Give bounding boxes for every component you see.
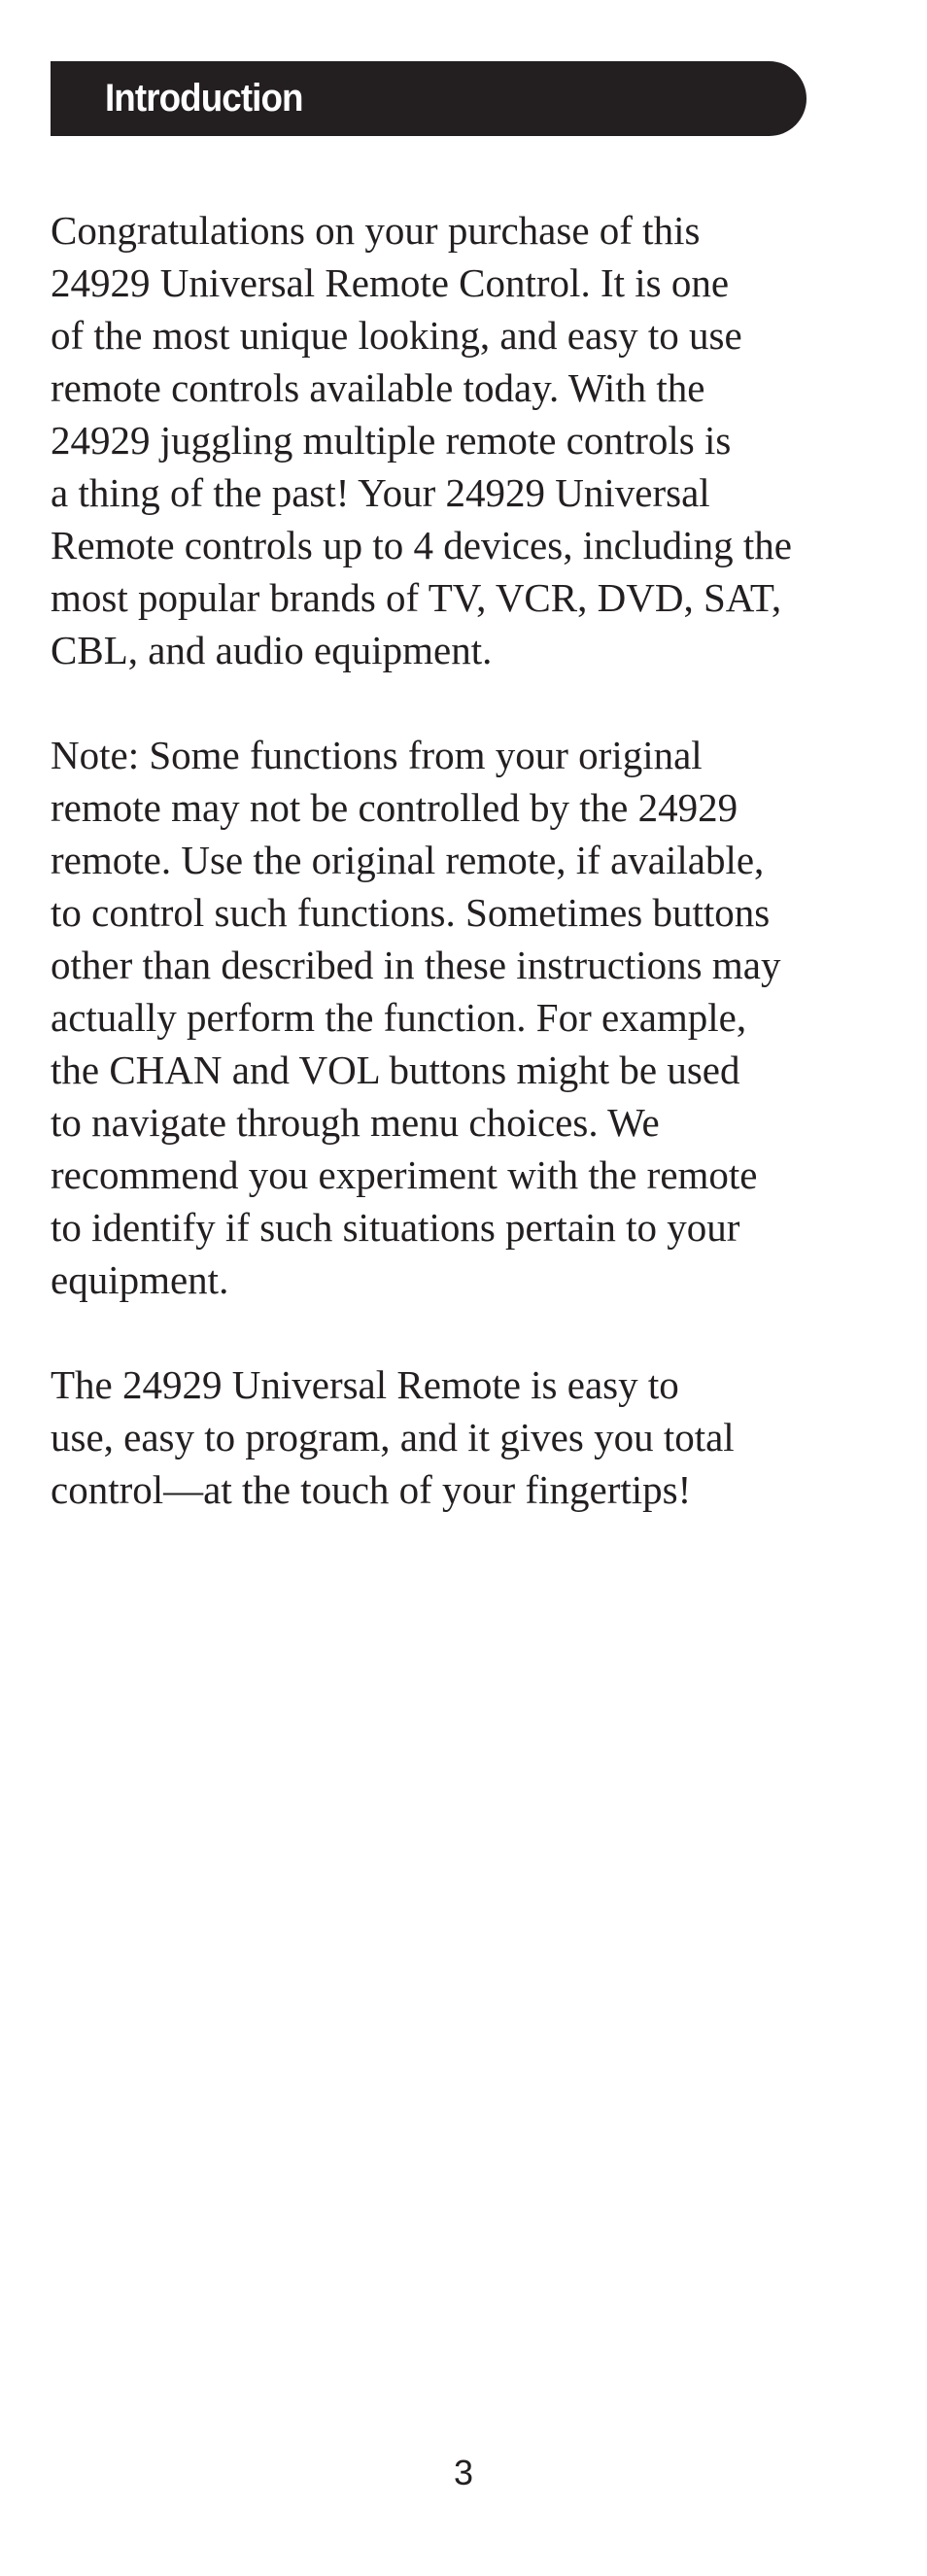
text-line: remote controls available today. With the	[51, 365, 705, 410]
paragraph-intro	[51, 204, 886, 676]
text-line: CBL, and audio equipment.	[51, 628, 493, 672]
text-line: the CHAN and VOL buttons might be used	[51, 1048, 740, 1092]
text-line: other than described in these instructions may	[51, 943, 781, 987]
text-line: to identify if such situations pertain to your	[51, 1205, 740, 1250]
text-line: remote may not be controlled by the 24929	[51, 785, 738, 830]
text-line: most popular brands of TV, VCR, DVD, SAT,	[51, 575, 782, 620]
text-line: to navigate through menu choices. We	[51, 1100, 660, 1145]
section-header-bar	[51, 61, 807, 136]
text-line: 24929 Universal Remote Control. It is one	[51, 260, 730, 305]
text-line: actually perform the function. For example,	[51, 995, 747, 1040]
text-line: Remote controls up to 4 devices, including the	[51, 523, 792, 567]
text-line: 24929 juggling multiple remote controls is	[51, 418, 732, 463]
text-line: The 24929 Universal Remote is easy to	[51, 1362, 679, 1407]
text-line: remote. Use the original remote, if available,	[51, 838, 765, 882]
text-line: recommend you experiment with the remote	[51, 1152, 758, 1197]
text-line: equipment.	[51, 1257, 229, 1302]
body-text	[51, 204, 886, 1568]
text-line: use, easy to program, and it gives you total	[51, 1415, 735, 1460]
paragraph-note	[51, 729, 886, 1306]
text-line: Congratulations on your purchase of this	[51, 208, 701, 253]
text-line: a thing of the past! Your 24929 Universal	[51, 470, 710, 515]
paragraph-closing	[51, 1358, 886, 1516]
text-line: control—at the touch of your fingertips!	[51, 1467, 692, 1512]
text-line: of the most unique looking, and easy to use	[51, 313, 742, 358]
section-title: Introduction	[105, 77, 303, 120]
page-number: 3	[453, 2453, 474, 2492]
text-line: Note: Some functions from your original	[51, 733, 703, 777]
text-line: to control such functions. Sometimes buttons	[51, 890, 771, 935]
